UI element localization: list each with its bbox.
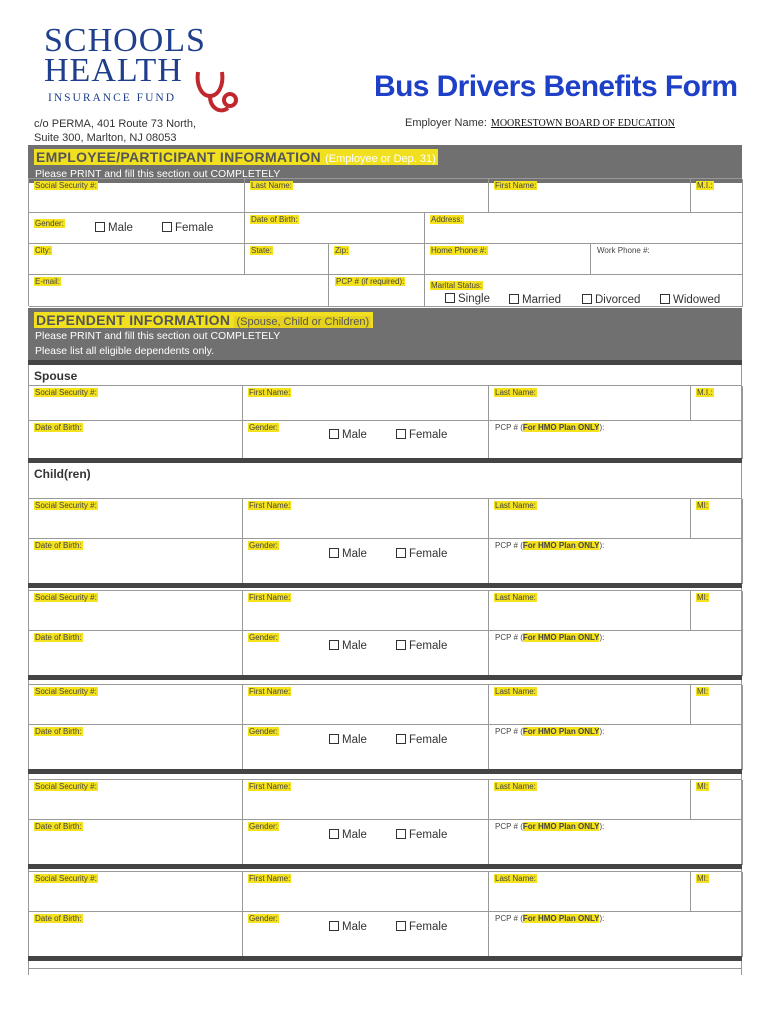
spouse-heading: Spouse [34, 369, 78, 383]
child-row-3 [28, 684, 742, 769]
dependent-section-header [28, 308, 742, 362]
child-male-checkbox[interactable]: Male [329, 829, 367, 841]
spouse-dob-field[interactable]: Date of Birth: [29, 421, 243, 459]
employee-email-field[interactable]: E-mail: [29, 275, 329, 307]
employee-home-phone-field[interactable]: Home Phone #: [425, 244, 591, 275]
child-pcp-field[interactable] [489, 725, 743, 770]
spouse-pcp-label: PCP # (For HMO Plan ONLY): [495, 423, 605, 432]
child-male-checkbox[interactable]: Male [329, 640, 367, 652]
child-last-name-field[interactable]: Last Name: [489, 685, 691, 725]
child-row-divider [28, 864, 742, 869]
child-gender-field: Gender: Male Female [243, 725, 489, 770]
employee-gender-field: Gender: Male Female [29, 213, 245, 244]
spouse-divider [28, 458, 742, 463]
employee-instruction: Please PRINT and fill this section out COMPLETELY [35, 168, 281, 180]
child-ssn-field[interactable]: Social Security #: [29, 780, 243, 820]
employer-name [405, 117, 675, 129]
employer-label: Employer Name: [405, 117, 487, 129]
form-bottom-rule [28, 968, 742, 976]
employee-work-phone-field[interactable]: Work Phone #: [591, 244, 743, 275]
child-female-checkbox[interactable]: Female [396, 640, 447, 652]
employee-form-grid [28, 178, 742, 306]
child-last-name-field[interactable]: Last Name: [489, 780, 691, 820]
employee-section-title: EMPLOYEE/PARTICIPANT INFORMATION (Employee or Dep. 31) [36, 149, 436, 165]
child-row-5 [28, 871, 742, 956]
spouse-first-name-field[interactable]: First Name: [243, 386, 489, 421]
child-pcp-label: PCP # (For HMO Plan ONLY): [495, 914, 605, 923]
logo-text-insurance-fund: INSURANCE FUND [48, 92, 176, 104]
child-mi-field[interactable]: MI: [691, 780, 743, 820]
employee-dob-field[interactable]: Date of Birth: [245, 213, 425, 244]
child-row-divider [28, 675, 742, 680]
marital-divorced-checkbox[interactable]: Divorced [582, 294, 640, 306]
logo-text-schools: SCHOOLS [44, 22, 206, 59]
child-first-name-field[interactable]: First Name: [243, 591, 489, 631]
child-pcp-label: PCP # (For HMO Plan ONLY): [495, 633, 605, 642]
child-female-checkbox[interactable]: Female [396, 829, 447, 841]
employee-mi-field[interactable]: M.I.: [691, 179, 743, 213]
child-ssn-field[interactable]: Social Security #: [29, 872, 243, 912]
child-male-checkbox[interactable]: Male [329, 548, 367, 560]
form-title: Bus Drivers Benefits Form [374, 70, 738, 103]
employee-state-field[interactable]: State: [245, 244, 329, 275]
children-heading: Child(ren) [34, 467, 91, 481]
dependent-instruction-2: Please list all eligible dependents only. [35, 345, 215, 357]
child-dob-field[interactable]: Date of Birth: [29, 631, 243, 676]
child-first-name-field[interactable]: First Name: [243, 780, 489, 820]
employee-first-name-field[interactable]: First Name: [489, 179, 691, 213]
child-gender-field: Gender: Male Female [243, 631, 489, 676]
employee-address-field[interactable]: Address: [425, 213, 743, 244]
child-last-name-field[interactable]: Last Name: [489, 499, 691, 539]
employee-male-checkbox[interactable]: Male [95, 222, 133, 234]
employee-city-field[interactable]: City: [29, 244, 245, 275]
child-row-4 [28, 779, 742, 864]
marital-single-checkbox[interactable]: Single [445, 293, 490, 305]
child-row-1 [28, 498, 742, 583]
child-mi-field[interactable]: MI: [691, 499, 743, 539]
child-male-checkbox[interactable]: Male [329, 734, 367, 746]
child-pcp-label: PCP # (For HMO Plan ONLY): [495, 727, 605, 736]
stethoscope-icon [194, 70, 240, 118]
child-first-name-field[interactable]: First Name: [243, 872, 489, 912]
child-pcp-field[interactable] [489, 820, 743, 865]
spouse-female-checkbox[interactable]: Female [396, 429, 447, 441]
address-line-2: Suite 300, Marlton, NJ 08053 [34, 132, 177, 144]
employee-female-checkbox[interactable]: Female [162, 222, 213, 234]
dependent-section-subtitle: (Spouse, Child or Children) [236, 316, 370, 328]
child-dob-field[interactable]: Date of Birth: [29, 912, 243, 957]
child-mi-field[interactable]: MI: [691, 872, 743, 912]
marital-widowed-checkbox[interactable]: Widowed [660, 294, 720, 306]
child-first-name-field[interactable]: First Name: [243, 685, 489, 725]
child-mi-field[interactable]: MI: [691, 685, 743, 725]
mailing-address [34, 117, 196, 145]
child-gender-field: Gender: Male Female [243, 539, 489, 584]
spouse-gender-field: Gender: Male Female [243, 421, 489, 459]
child-dob-field[interactable]: Date of Birth: [29, 725, 243, 770]
child-last-name-field[interactable]: Last Name: [489, 872, 691, 912]
spouse-ssn-field[interactable]: Social Security #: [29, 386, 243, 421]
spouse-mi-field[interactable]: M.I.: [691, 386, 743, 421]
schools-health-logo [44, 24, 254, 114]
child-first-name-field[interactable]: First Name: [243, 499, 489, 539]
child-row-divider [28, 956, 742, 961]
dependent-instruction-1: Please PRINT and fill this section out COMPLETELY [35, 330, 281, 342]
child-ssn-field[interactable]: Social Security #: [29, 591, 243, 631]
spouse-pcp-field[interactable] [489, 421, 743, 459]
child-female-checkbox[interactable]: Female [396, 734, 447, 746]
child-female-checkbox[interactable]: Female [396, 548, 447, 560]
spouse-grid [28, 385, 742, 458]
child-row-divider [28, 583, 742, 588]
child-ssn-field[interactable]: Social Security #: [29, 499, 243, 539]
child-row-2 [28, 590, 742, 675]
child-ssn-field[interactable]: Social Security #: [29, 685, 243, 725]
spouse-last-name-field[interactable]: Last Name: [489, 386, 691, 421]
child-pcp-label: PCP # (For HMO Plan ONLY): [495, 541, 605, 550]
child-dob-field[interactable]: Date of Birth: [29, 820, 243, 865]
child-pcp-label: PCP # (For HMO Plan ONLY): [495, 822, 605, 831]
child-mi-field[interactable]: MI: [691, 591, 743, 631]
logo-text-health: HEALTH [44, 52, 183, 89]
marital-married-checkbox[interactable]: Married [509, 294, 561, 306]
employee-ssn-field[interactable]: Social Security #: [29, 179, 245, 213]
child-dob-field[interactable]: Date of Birth: [29, 539, 243, 584]
employee-zip-field[interactable]: Zip: [329, 244, 425, 275]
child-pcp-field[interactable] [489, 912, 743, 957]
child-female-checkbox[interactable]: Female [396, 921, 447, 933]
spouse-male-checkbox[interactable]: Male [329, 429, 367, 441]
child-pcp-field[interactable] [489, 539, 743, 584]
employee-marital-status-field: Marital Status: Single Married Divorced Widowed [425, 275, 743, 307]
child-pcp-field[interactable] [489, 631, 743, 676]
child-row-divider [28, 769, 742, 774]
child-gender-field: Gender: Male Female [243, 912, 489, 957]
employee-pcp-field[interactable]: PCP # (if required): [329, 275, 425, 307]
dependent-section-title: DEPENDENT INFORMATION (Spouse, Child or Children) [34, 312, 373, 328]
employee-section-subtitle: (Employee or Dep. 31) [325, 153, 436, 165]
child-last-name-field[interactable]: Last Name: [489, 591, 691, 631]
child-gender-field: Gender: Male Female [243, 820, 489, 865]
address-line-1: c/o PERMA, 401 Route 73 North, [34, 118, 197, 130]
employee-last-name-field[interactable]: Last Name: [245, 179, 489, 213]
employer-value: MOORESTOWN BOARD OF EDUCATION [490, 118, 675, 129]
child-male-checkbox[interactable]: Male [329, 921, 367, 933]
